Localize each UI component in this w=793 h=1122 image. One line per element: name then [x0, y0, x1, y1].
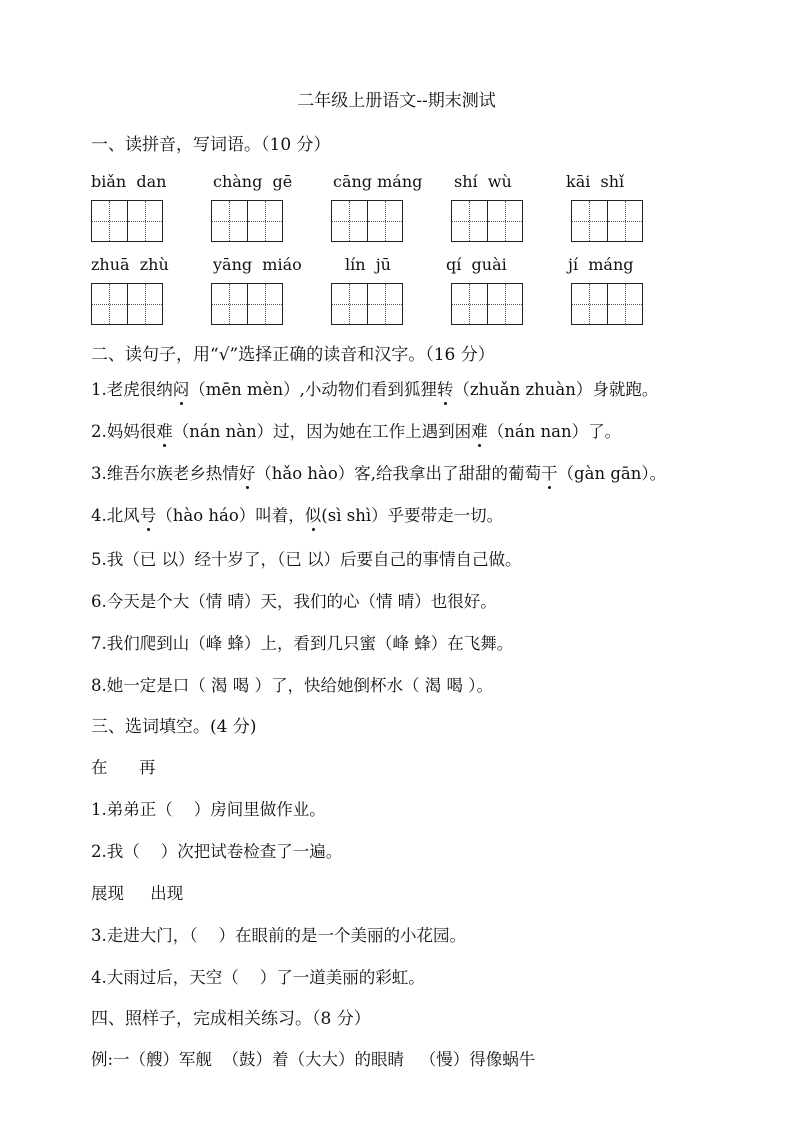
question-line: 4.北风号（hào háo）叫着，似(sì shì）乎要带走一切。: [91, 502, 503, 526]
pinyin-label: lín jū: [345, 255, 391, 274]
writing-grid[interactable]: [571, 283, 643, 325]
pinyin-label: biǎn dan: [91, 172, 167, 191]
question-line: 8.她一定是口（ 渴 喝 ）了，快给她倒杯水（ 渴 喝 ）。: [91, 676, 493, 695]
pinyin-label: jí máng: [568, 255, 634, 274]
section1-heading: 一、读拼音，写词语。（10 分）: [91, 135, 331, 155]
question-line: 1.弟弟正（ ）房间里做作业。: [91, 800, 326, 819]
question-line: 3.走进大门，（ ）在眼前的是一个美丽的小花园。: [91, 926, 466, 945]
pinyin-label: yāng miáo: [213, 255, 302, 274]
dotted-char: 难: [156, 418, 173, 442]
dotted-char: 好: [239, 460, 256, 484]
writing-grid[interactable]: [571, 200, 643, 242]
writing-grid[interactable]: [91, 200, 163, 242]
page-title: 二年级上册语文--期末测试: [297, 91, 496, 111]
dotted-char: 似: [305, 502, 322, 526]
word-choices: 展现 出现: [91, 884, 184, 903]
writing-grid[interactable]: [211, 283, 283, 325]
pinyin-label: shí wù: [454, 172, 512, 191]
question-line: 6.今天是个大（情 晴）天，我们的心（情 晴）也很好。: [91, 592, 497, 611]
writing-grid[interactable]: [451, 283, 523, 325]
dotted-char: 干: [541, 460, 558, 484]
dotted-char: 闷: [173, 376, 190, 400]
word-choices: 在 再: [91, 758, 156, 777]
writing-grid[interactable]: [91, 283, 163, 325]
dotted-char: 转: [437, 376, 454, 400]
dotted-char: 号: [140, 502, 157, 526]
pinyin-label: kāi shǐ: [566, 172, 625, 191]
writing-grid[interactable]: [331, 283, 403, 325]
pinyin-label: chàng gē: [213, 172, 293, 191]
section4-heading: 四、照样子，完成相关练习。（8 分）: [91, 1009, 371, 1029]
section3-heading: 三、选词填空。(4 分): [91, 717, 257, 737]
question-line: 4.大雨过后，天空（ ）了一道美丽的彩虹。: [91, 968, 425, 987]
pinyin-label: qí guài: [446, 255, 507, 274]
pinyin-label: cāng máng: [333, 172, 423, 191]
question-line: 1.老虎很纳闷（mēn mèn）,小动物们看到狐狸转（zhuǎn zhuàn）身就跑。: [91, 376, 658, 400]
writing-grid[interactable]: [211, 200, 283, 242]
question-line: 2.妈妈很难（nán nàn）过，因为她在工作上遇到困难（nán nan）了。: [91, 418, 621, 442]
section2-heading: 二、读句子，用“√”选择正确的读音和汉字。（16 分）: [91, 345, 495, 365]
question-line: 2.我（ ）次把试卷检查了一遍。: [91, 842, 343, 861]
writing-grid[interactable]: [451, 200, 523, 242]
dotted-char: 难: [471, 418, 488, 442]
question-line: 5.我（已 以）经十岁了，（已 以）后要自己的事情自己做。: [91, 550, 522, 569]
pinyin-label: zhuā zhù: [91, 255, 169, 274]
example-line: 例:一（艘）军舰 （鼓）着（大大）的眼睛 （慢）得像蜗牛: [91, 1050, 536, 1069]
question-line: 3.维吾尔族老乡热情好（hǎo hào）客,给我拿出了甜甜的葡萄干（gàn gān）。: [91, 460, 666, 484]
writing-grid[interactable]: [331, 200, 403, 242]
question-line: 7.我们爬到山（峰 蜂）上，看到几只蜜（峰 蜂）在飞舞。: [91, 634, 514, 653]
